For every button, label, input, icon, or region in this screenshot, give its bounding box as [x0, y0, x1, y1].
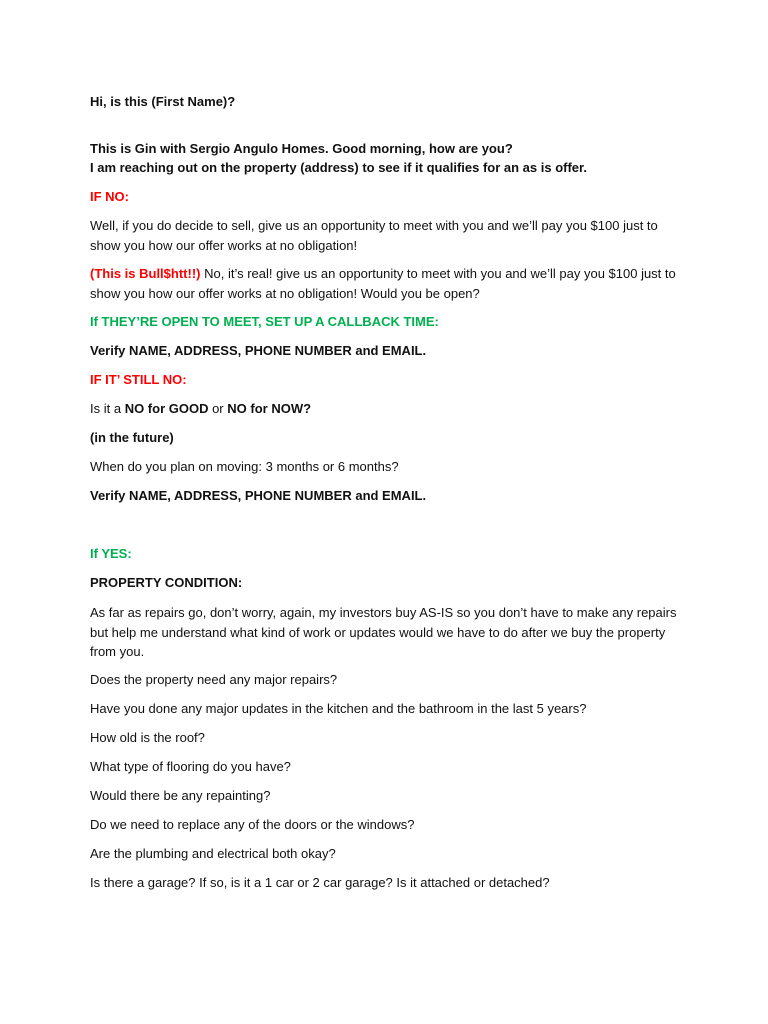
question-item: Is there a garage? If so, is it a 1 car or 2 car garage? Is it attached or detached? — [90, 875, 550, 890]
intro-line-2: I am reaching out on the property (address) to see if it qualifies for an as is offer. — [90, 160, 587, 175]
objection-response: No, it’s real! give us an opportunity to meet with you and we’ll pay you $100 just to show you how our offer works at no obligation! Would you be open? — [90, 266, 676, 301]
question-item: Does the property need any major repairs? — [90, 672, 338, 687]
question-item: Are the plumbing and electrical both okay? — [90, 846, 336, 861]
option-no-for-now: NO for NOW? — [227, 401, 312, 416]
question-item: Do we need to replace any of the doors or the windows? — [90, 817, 415, 832]
in-the-future-note: (in the future) — [90, 430, 174, 445]
repairs-paragraph: As far as repairs go, don’t worry, again, my investors buy AS-IS so you don’t have to make any repairs but help me understand what kind of work or updates would we have to do after we buy the property from you. — [90, 605, 677, 659]
question-or: or — [208, 401, 228, 416]
option-no-for-good: NO for GOOD — [124, 401, 209, 416]
question-prefix: Is it a — [90, 401, 125, 416]
if-yes-heading: If YES: — [90, 546, 132, 561]
verify-line-1: Verify NAME, ADDRESS, PHONE NUMBER and EMAIL. — [90, 343, 427, 358]
open-to-meet-heading: If THEY’RE OPEN TO MEET, SET UP A CALLBACK TIME: — [90, 314, 439, 329]
moving-question: When do you plan on moving: 3 months or 6 months? — [90, 459, 399, 474]
question-item: Would there be any repainting? — [90, 788, 271, 803]
greeting-line: Hi, is this (First Name)? — [90, 94, 236, 109]
if-no-heading: IF NO: — [90, 189, 129, 204]
question-item: How old is the roof? — [90, 730, 205, 745]
objection-label: (This is Bull$htt!!) — [90, 266, 201, 281]
no-for-good-or-now-question — [90, 399, 690, 419]
property-condition-heading: PROPERTY CONDITION: — [90, 575, 243, 590]
intro-line-1: This is Gin with Sergio Angulo Homes. Good morning, how are you? — [90, 141, 513, 156]
objection-paragraph — [90, 264, 690, 303]
still-no-heading: IF IT’ STILL NO: — [90, 372, 187, 387]
verify-line-2: Verify NAME, ADDRESS, PHONE NUMBER and EMAIL. — [90, 488, 427, 503]
question-item: What type of flooring do you have? — [90, 759, 291, 774]
question-item: Have you done any major updates in the kitchen and the bathroom in the last 5 years? — [90, 701, 587, 716]
if-no-paragraph: Well, if you do decide to sell, give us an opportunity to meet with you and we’ll pay you $100 just to show you how our offer works at no obligation! — [90, 218, 658, 253]
